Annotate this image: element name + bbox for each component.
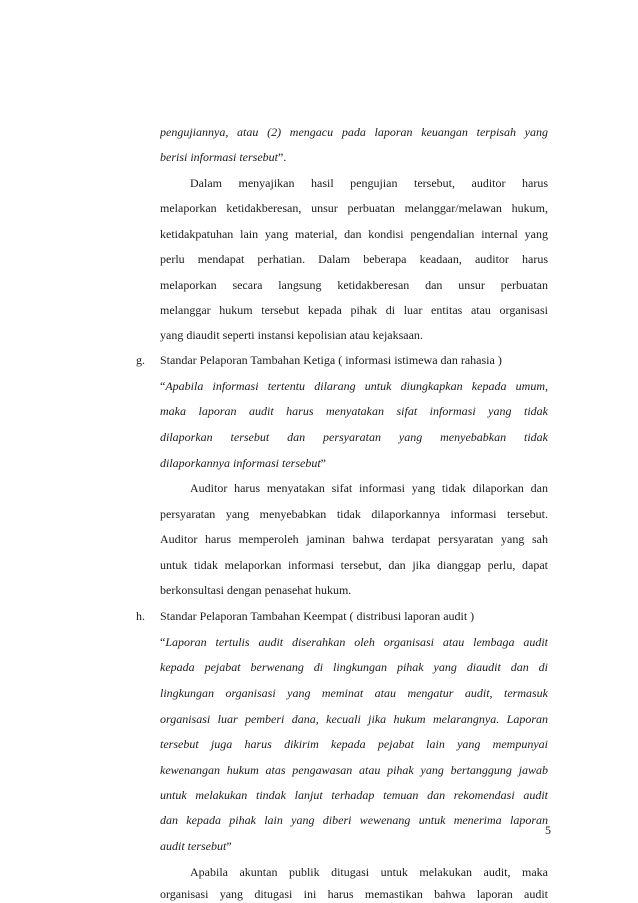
line-text: dan kepada pihak lain yang diberi wewenang untuk menerima laporan	[160, 813, 548, 827]
line-text: dilaporkan tersebut dan persyaratan yang menyebabkan tidak	[160, 430, 548, 444]
line-text: kepada pejabat berwenang di lingkungan pihak yang diaudit dan di	[160, 660, 548, 674]
line-text: persyaratan yang menyebabkan tidak dilaporkannya informasi tersebut.	[160, 507, 548, 521]
line-text: berkonsultasi dengan penasehat hukum.	[160, 583, 352, 597]
text-line	[160, 531, 548, 547]
text-line	[160, 251, 548, 267]
list-marker: h.	[136, 609, 145, 623]
line-text: tersebut juga harus dikirim kepada pejabat lain yang mempunyai	[160, 737, 548, 751]
text-line	[160, 711, 548, 727]
line-text: Dalam menyajikan hasil pengujian tersebut, auditor harus	[190, 176, 548, 190]
closing-quote: ”	[320, 456, 326, 470]
line-text: pengujiannya, atau (2) mengacu pada laporan keuangan terpisah yang	[160, 125, 548, 139]
closing-quote: ”	[226, 839, 232, 853]
section-title: Standar Pelaporan Tambahan Ketiga ( informasi istimewa dan rahasia )	[160, 353, 502, 367]
line-text: melaporkan ketidakberesan, unsur perbuatan melanggar/melawan hukum,	[160, 201, 548, 215]
text-line	[160, 378, 548, 394]
text-line	[160, 659, 548, 675]
text-line	[160, 582, 548, 598]
line-text: organisasi luar pemberi dana, kecuali jika hukum melarangnya. Laporan	[160, 712, 548, 726]
line-text: melaporkan secara langsung ketidakberesan dan unsur perbuatan	[160, 278, 548, 292]
text-line	[160, 302, 548, 318]
text-line	[160, 200, 548, 216]
line-text: Apabila informasi tertentu dilarang untuk diungkapkan kepada umum,	[165, 379, 548, 393]
line-text: untuk melakukan tindak lanjut terhadap temuan dan rekomendasi audit	[160, 788, 548, 802]
text-line	[160, 429, 548, 445]
text-line	[160, 762, 548, 778]
text-line	[160, 277, 548, 293]
line-text: melanggar hukum tersebut kepada pihak di luar entitas atau organisasi	[160, 303, 548, 317]
text-line	[160, 403, 548, 419]
text-line	[160, 506, 548, 522]
line-text: berisi informasi tersebut	[160, 150, 279, 164]
list-item-h	[136, 608, 548, 624]
text-line	[160, 149, 548, 165]
page-number: 5	[545, 823, 551, 837]
text-line	[160, 886, 548, 902]
text-line	[160, 787, 548, 803]
text-line	[160, 327, 548, 343]
line-text: untuk tidak melaporkan informasi tersebut, dan jika dianggap perlu, dapat	[160, 558, 548, 572]
list-marker: g.	[136, 353, 145, 367]
text-line	[160, 124, 548, 140]
line-text: perlu mendapat perhatian. Dalam beberapa keadaan, auditor harus	[160, 252, 548, 266]
opening-quote: “	[160, 379, 166, 393]
section-title: Standar Pelaporan Tambahan Keempat ( distribusi laporan audit )	[160, 609, 475, 623]
text-line	[160, 812, 548, 828]
list-item-g	[136, 352, 548, 368]
line-text: Laporan tertulis audit diserahkan oleh organisasi atau lembaga audit	[165, 635, 548, 649]
text-line	[190, 864, 548, 880]
line-text: organisasi yang ditugasi ini harus memastikan bahwa laporan audit	[160, 887, 548, 901]
text-line	[160, 455, 548, 471]
text-line	[190, 480, 548, 496]
line-text: Auditor harus memperoleh jaminan bahwa terdapat persyaratan yang sah	[160, 532, 548, 546]
text-line	[160, 557, 548, 573]
opening-quote: “	[160, 635, 166, 649]
line-text: yang diaudit seperti instansi kepolisian atau kejaksaan.	[160, 328, 423, 342]
text-line	[190, 175, 548, 191]
line-text: ketidakpatuhan lain yang material, dan kondisi pengendalian internal yang	[160, 227, 548, 241]
line-text: lingkungan organisasi yang meminat atau mengatur audit, termasuk	[160, 686, 548, 700]
text-line	[160, 634, 548, 650]
line-text: dilaporkannya informasi tersebut	[160, 456, 321, 470]
text-line	[160, 685, 548, 701]
text-line	[160, 226, 548, 242]
text-line	[160, 736, 548, 752]
line-text: kewenangan hukum atas pengawasan atau pihak yang bertanggung jawab	[160, 763, 548, 777]
line-text: Auditor harus menyatakan sifat informasi yang tidak dilaporkan dan	[190, 481, 548, 495]
line-text: Apabila akuntan publik ditugasi untuk melakukan audit, maka	[190, 865, 548, 879]
closing-quote: ”.	[278, 150, 287, 164]
line-text: audit tersebut	[160, 839, 227, 853]
line-text: maka laporan audit harus menyatakan sifat informasi yang tidak	[160, 404, 548, 418]
text-line	[160, 838, 548, 854]
